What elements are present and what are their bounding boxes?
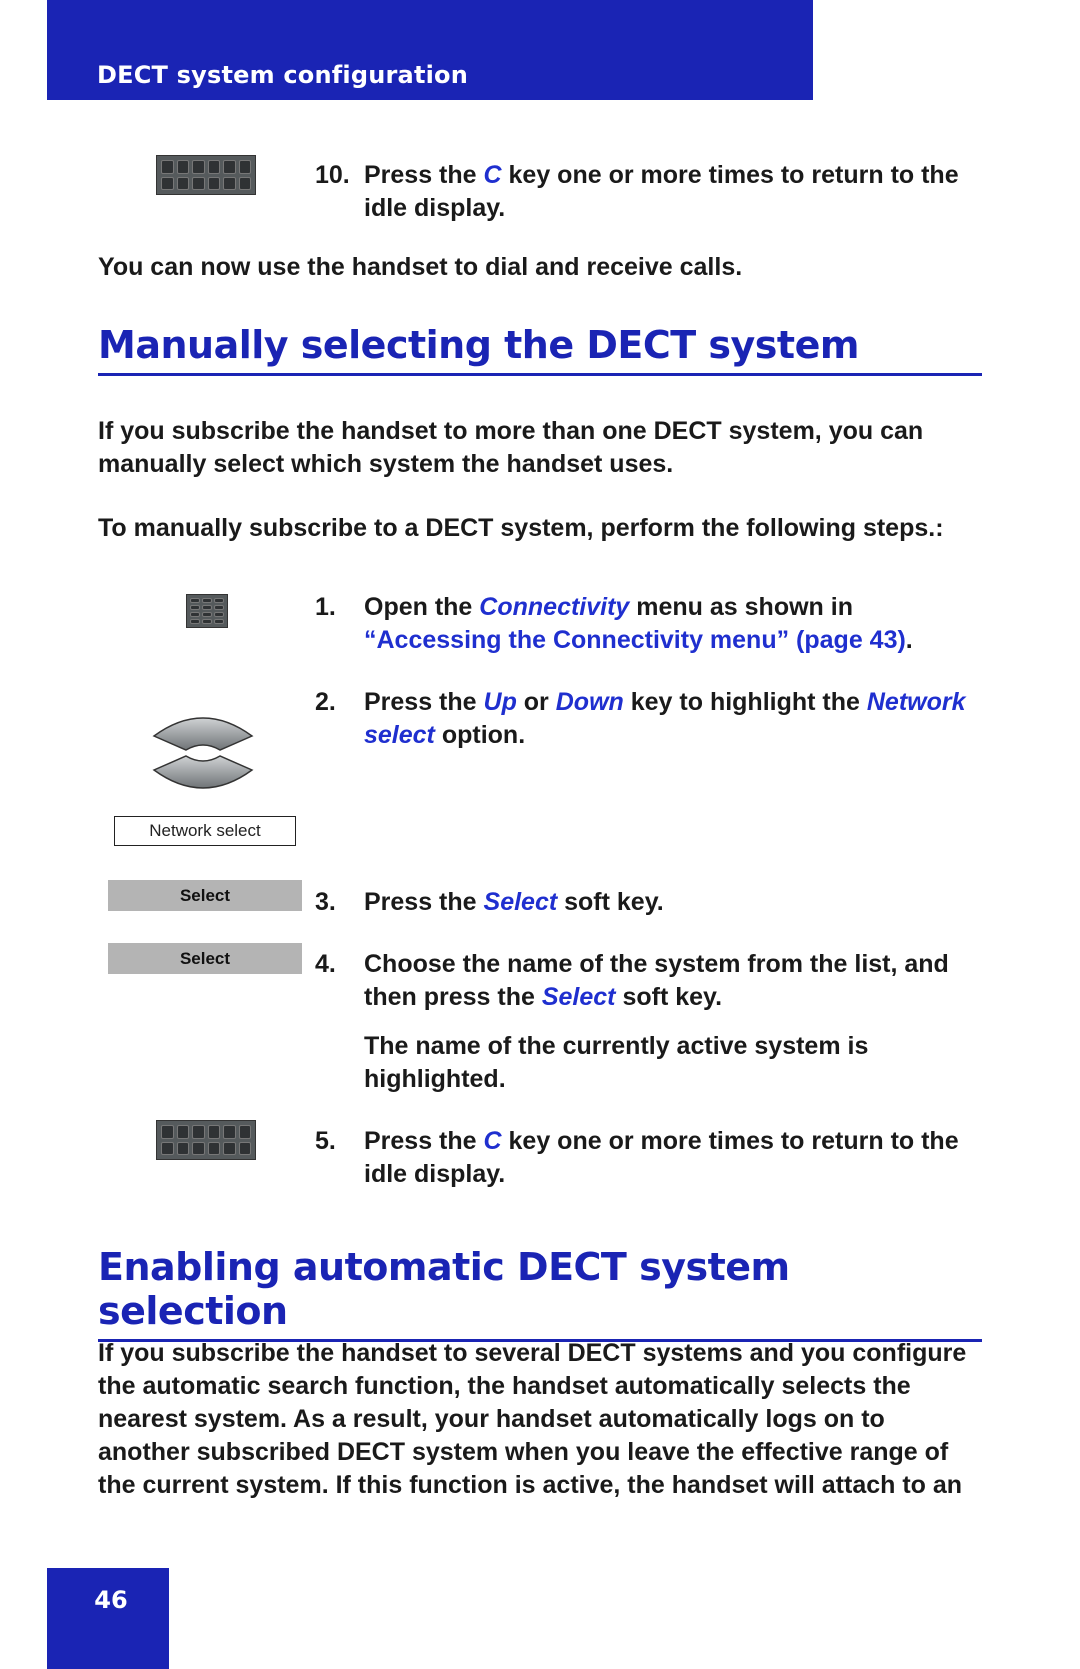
select-softkey-image: Select: [108, 880, 302, 911]
keypad-icon: [156, 155, 256, 195]
step-text: Press the Up or Down key to highlight the Network select option.: [364, 688, 966, 749]
cross-reference-link[interactable]: “Accessing the Connectivity menu” (page 43): [364, 626, 906, 654]
step-note: The name of the currently active system is highlighted.: [364, 1032, 869, 1093]
step-text: Press the C key one or more times to return to the idle display.: [364, 161, 959, 222]
step-number: 10.: [315, 161, 350, 189]
note-text: You can now use the handset to dial and receive calls.: [98, 253, 743, 281]
step-text: Choose the name of the system from the list, and then press the Select soft key.: [364, 950, 949, 1011]
option-name: select: [364, 721, 435, 749]
keypad-icon: [156, 1120, 256, 1160]
key-name: C: [483, 161, 502, 189]
step-number: 4.: [315, 950, 336, 978]
section-header-title: DECT system configuration: [97, 61, 469, 89]
key-name: C: [483, 1127, 502, 1155]
page-number-box: [47, 1568, 169, 1669]
intro-paragraph: If you subscribe the handset to more than one DECT system, you can manually select which system the handset uses.: [98, 417, 924, 478]
key-name: Down: [555, 688, 624, 716]
procedure-intro: To manually subscribe to a DECT system, perform the following steps.:: [98, 514, 944, 542]
step-text: Press the Select soft key.: [364, 888, 664, 916]
section-heading: Manually selecting the DECT system: [98, 323, 982, 376]
step-text: Open the Connectivity menu as shown in “Accessing the Connectivity menu” (page 43).: [364, 593, 913, 654]
step-number: 1.: [315, 593, 336, 621]
step-number: 3.: [315, 888, 336, 916]
body-paragraph: If you subscribe the handset to several DECT systems and you configure the automatic search function, the handset automatically selects the nearest system. As a result, your handset automatically logs on to another subscribed DECT system when you leave the effective range of the current system. If this function is active, the handset will attach to an: [98, 1339, 967, 1499]
softkey-name: Select: [541, 983, 616, 1011]
keypad-small-icon: [186, 594, 228, 628]
option-name: Network: [866, 688, 966, 716]
step-number: 2.: [315, 688, 336, 716]
menu-name: Connectivity: [479, 593, 630, 621]
select-softkey-image: Select: [108, 943, 302, 974]
handset-display-network-select: Network select: [114, 816, 296, 846]
page-number: 46: [94, 1586, 128, 1614]
key-name: Up: [483, 688, 517, 716]
section-heading: Enabling automatic DECT system selection: [98, 1245, 982, 1342]
softkey-name: Select: [483, 888, 558, 916]
step-number: 5.: [315, 1127, 336, 1155]
navigation-up-down-icon: [148, 710, 258, 796]
step-text: Press the C key one or more times to return to the idle display.: [364, 1127, 959, 1188]
header-band: [47, 0, 813, 100]
